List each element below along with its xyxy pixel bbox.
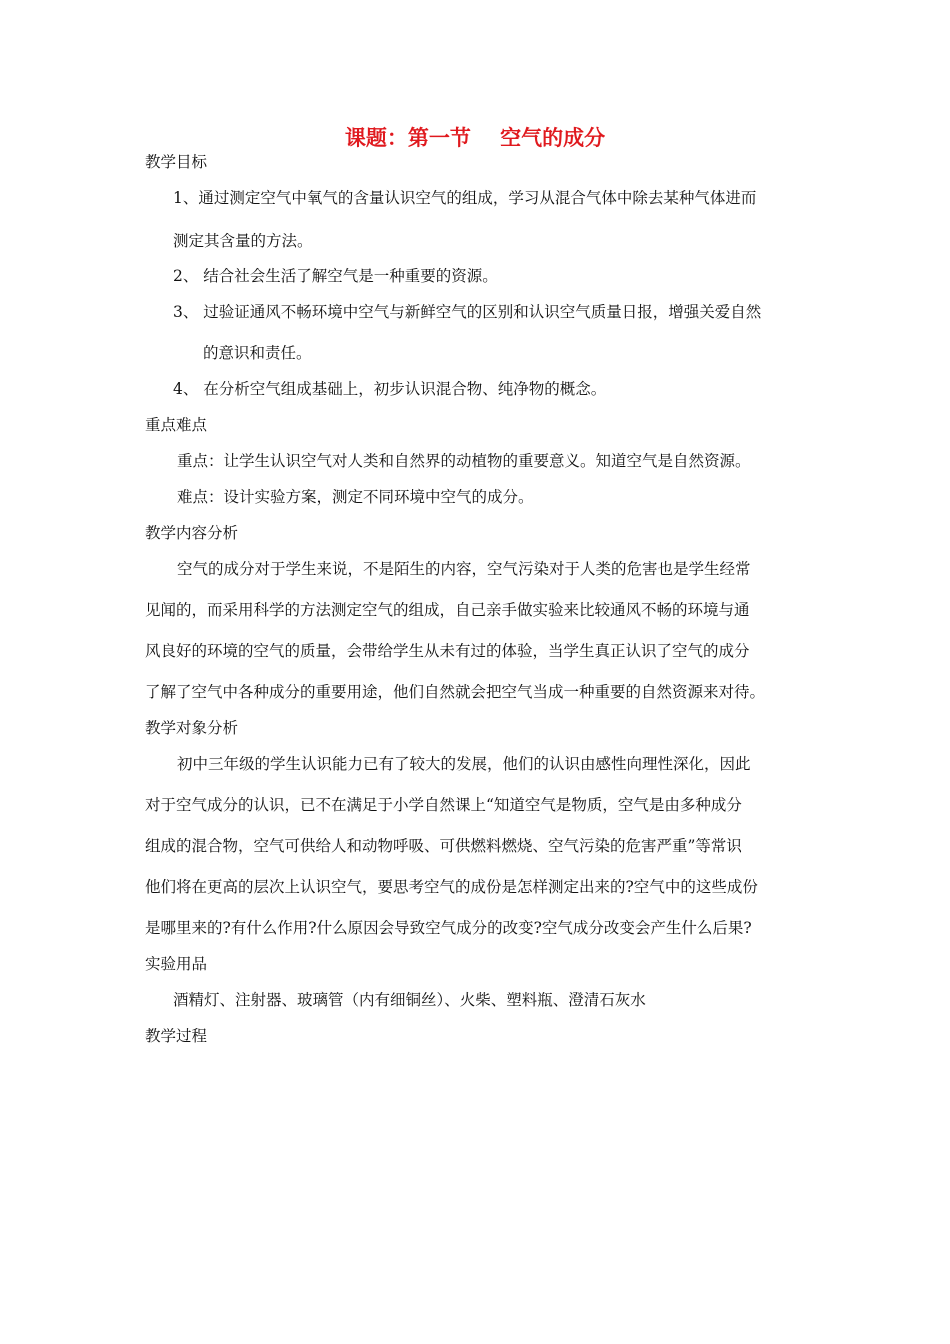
objective-line: 测定其含量的方法。 bbox=[173, 232, 313, 250]
paragraph-line: 他们将在更高的层次上认识空气，要思考空气的成份是怎样测定出来的?空气中的这些成份 bbox=[145, 878, 758, 896]
objective-line: 4、 在分析空气组成基础上，初步认识混合物、纯净物的概念。 bbox=[173, 380, 607, 398]
key-point-line: 重点：让学生认识空气对人类和自然界的动植物的重要意义。知道空气是自然资源。 bbox=[177, 452, 751, 470]
section-heading-content-analysis: 教学内容分析 bbox=[145, 524, 239, 542]
paragraph-line: 初中三年级的学生认识能力已有了较大的发展，他们的认识由感性向理性深化，因此 bbox=[177, 755, 751, 773]
paragraph-line: 是哪里来的?有什么作用?什么原因会导致空气成分的改变?空气成分改变会产生什么后果? bbox=[145, 919, 752, 937]
section-heading-student-analysis: 教学对象分析 bbox=[145, 719, 239, 737]
key-point-line: 难点：设计实验方案，测定不同环境中空气的成分。 bbox=[177, 488, 534, 506]
section-heading-process: 教学过程 bbox=[145, 1027, 208, 1045]
paragraph-line: 组成的混合物，空气可供给人和动物呼吸、可供燃料燃烧、空气污染的危害严重”等常识 bbox=[145, 837, 742, 855]
paragraph-line: 见闻的，而采用科学的方法测定空气的组成，自己亲手做实验来比较通风不畅的环境与通 bbox=[145, 601, 750, 619]
page-title: 课题：第一节 空气的成分 bbox=[344, 126, 606, 150]
objective-line: 3、 过验证通风不畅环境中空气与新鲜空气的区别和认识空气质量日报，增强关爱自然 bbox=[173, 303, 762, 321]
paragraph-line: 空气的成分对于学生来说，不是陌生的内容，空气污染对于人类的危害也是学生经常 bbox=[177, 560, 751, 578]
objective-line: 的意识和责任。 bbox=[203, 344, 312, 362]
paragraph-line: 对于空气成分的认识，已不在满足于小学自然课上“知道空气是物质，空气是由多种成分 bbox=[145, 796, 742, 814]
paragraph-line: 风良好的环境的空气的质量，会带给学生从未有过的体验，当学生真正认识了空气的成分 bbox=[145, 642, 750, 660]
paragraph-line: 了解了空气中各种成分的重要用途，他们自然就会把空气当成一种重要的自然资源来对待。 bbox=[145, 683, 766, 701]
objective-line: 2、 结合社会生活了解空气是一种重要的资源。 bbox=[173, 267, 498, 285]
objective-line: 1、通过测定空气中氧气的含量认识空气的组成，学习从混合气体中除去某种气体进而 bbox=[173, 189, 757, 207]
section-heading-objectives: 教学目标 bbox=[145, 153, 208, 171]
materials-line: 酒精灯、注射器、玻璃管（内有细铜丝）、火柴、塑料瓶、澄清石灰水 bbox=[173, 991, 646, 1009]
section-heading-key-points: 重点难点 bbox=[145, 416, 208, 434]
section-heading-materials: 实验用品 bbox=[145, 955, 208, 973]
